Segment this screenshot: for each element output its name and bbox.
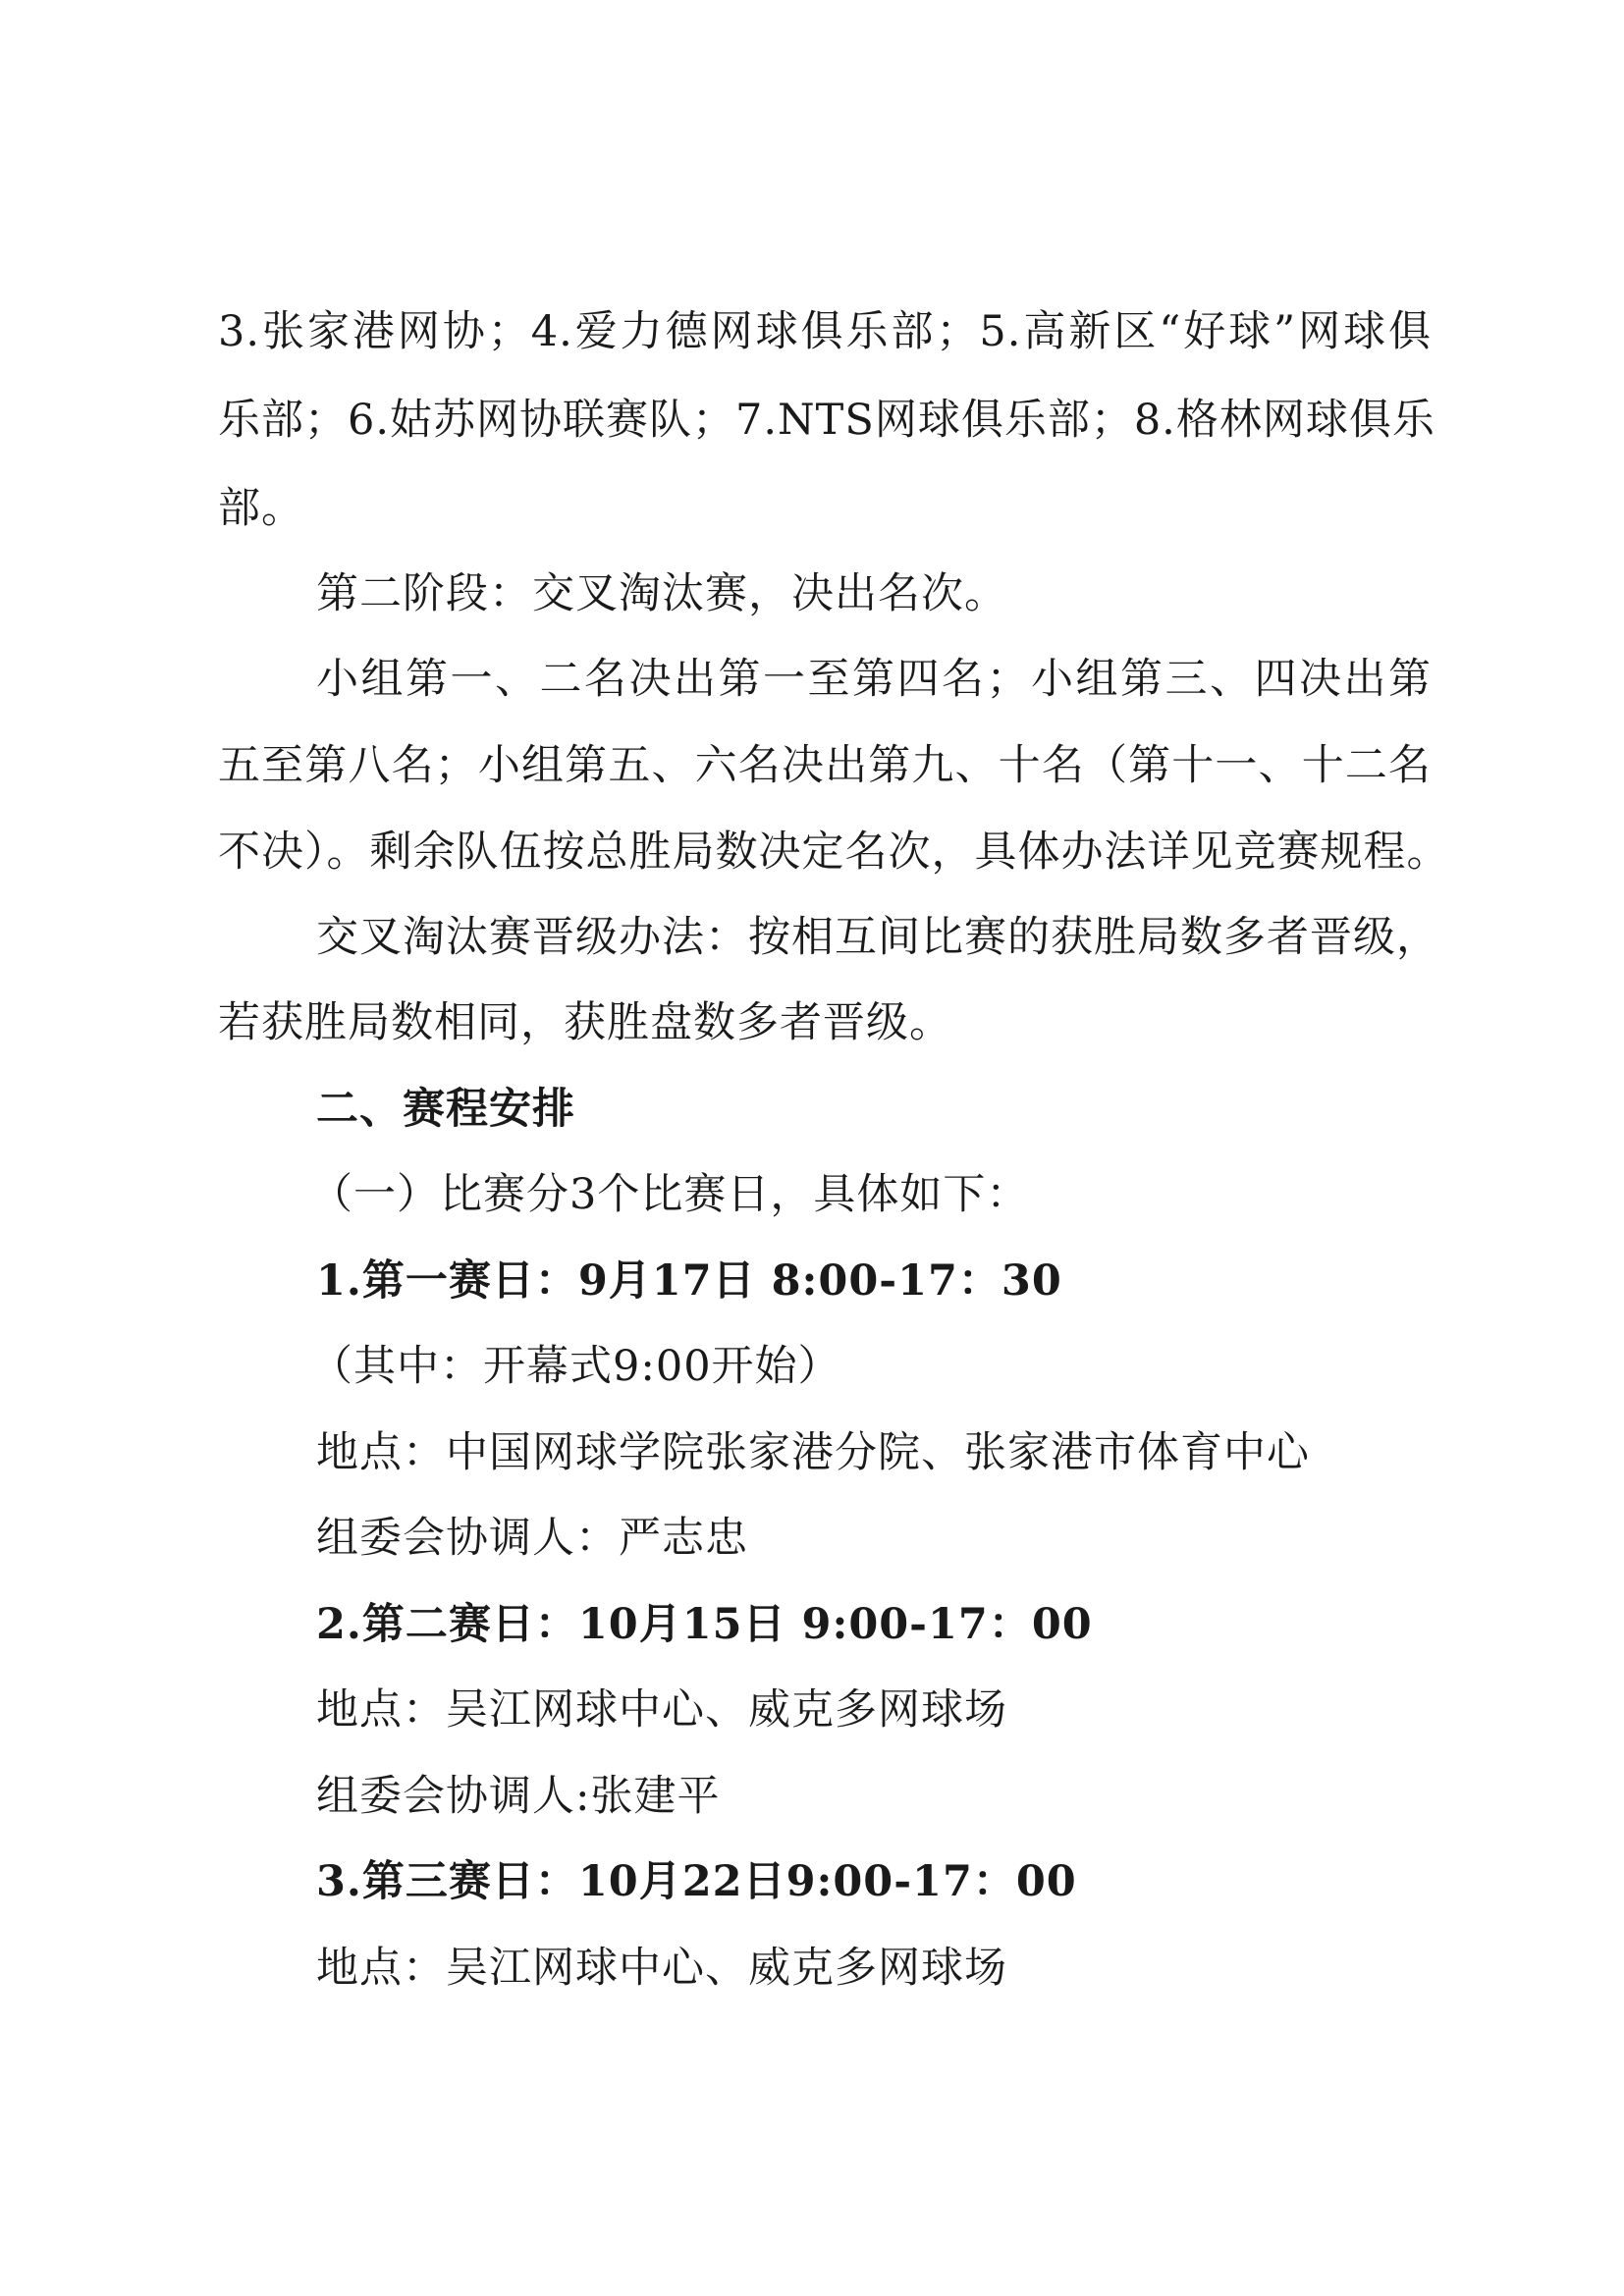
subsection1-text: （一）比赛分3个比赛日，具体如下：	[310, 1170, 1030, 1219]
section2-heading: 二、赛程安排	[316, 1085, 575, 1134]
paragraph1-line1: 3.张家港网协；4.爱力德网球俱乐部；5.高新区“好球”网球俱	[218, 307, 1432, 356]
paragraph2-line2: 五至第八名；小组第五、六名决出第九、十名（第十一、十二名	[218, 741, 1432, 790]
day2-location: 地点：吴江网球中心、威克多网球场	[316, 1685, 1007, 1735]
paragraph1-line2: 乐部；6.姑苏网协联赛队；7.NTS网球俱乐部；8.格林网球俱乐	[218, 396, 1435, 445]
day1-location: 地点：中国网球学院张家港分院、张家港市体育中心	[316, 1428, 1310, 1477]
day1-coordinator: 组委会协调人：严志忠	[316, 1514, 748, 1563]
day2-title: 2.第二赛日：10月15日 9:00-17：00	[316, 1600, 1093, 1649]
day3-title: 3.第三赛日：10月22日9:00-17：00	[316, 1857, 1077, 1906]
paragraph2-line1: 小组第一、二名决出第一至第四名；小组第三、四决出第	[316, 655, 1432, 704]
day2-coordinator: 组委会协调人:张建平	[316, 1772, 721, 1821]
paragraph2-line3: 不决）。剩余队伍按总胜局数决定名次，具体办法详见竞赛规程。	[218, 828, 1450, 877]
day3-location: 地点：吴江网球中心、威克多网球场	[316, 1944, 1007, 1993]
day1-note: （其中：开幕式9:00开始）	[310, 1342, 841, 1391]
paragraph1-line3: 部。	[218, 484, 304, 533]
stage2-text: 第二阶段：交叉淘汰赛，决出名次。	[316, 569, 1007, 618]
day1-title: 1.第一赛日：9月17日 8:00-17：30	[316, 1256, 1062, 1306]
paragraph3-line1: 交叉淘汰赛晋级办法：按相互间比赛的获胜局数多者晋级，	[316, 913, 1439, 962]
paragraph3-line2: 若获胜局数相同，获胜盘数多者晋级。	[218, 998, 952, 1047]
